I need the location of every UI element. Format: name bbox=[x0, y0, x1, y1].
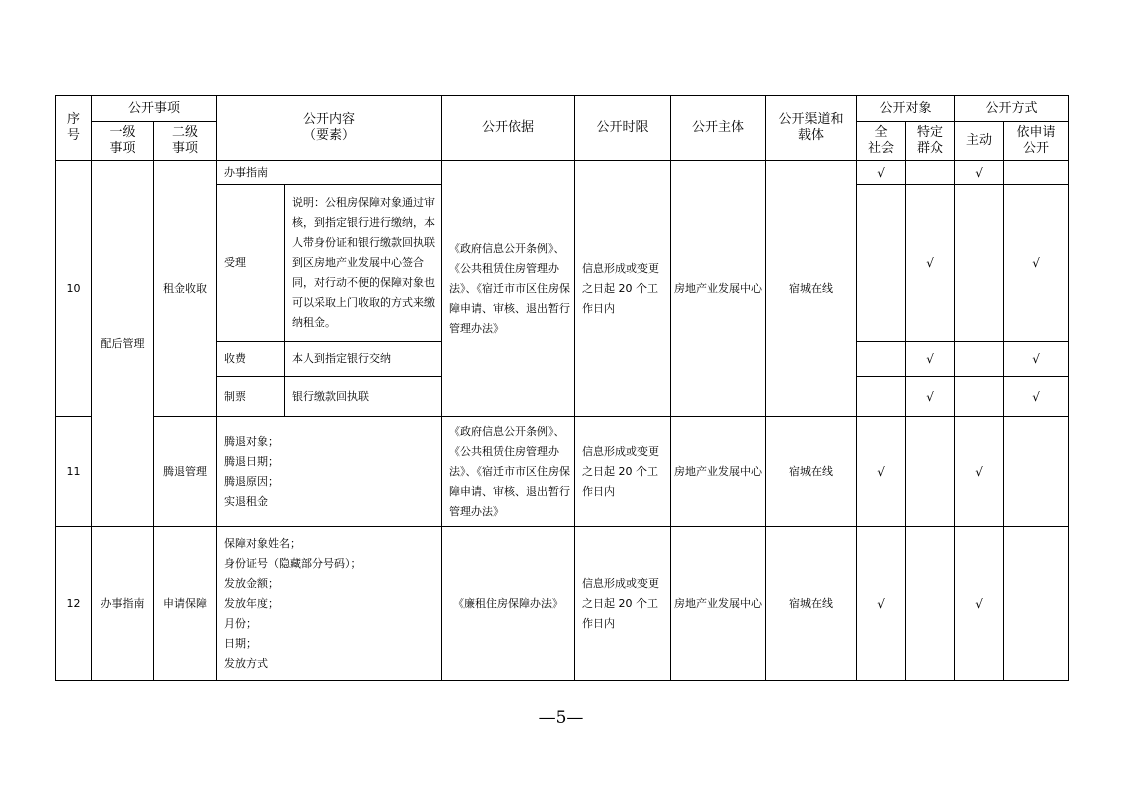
row10-level1: 配后管理 bbox=[92, 161, 154, 527]
row10-accept-method-request: √ bbox=[1004, 185, 1069, 342]
header-subject: 公开主体 bbox=[671, 96, 766, 161]
row12-object-specific bbox=[906, 527, 955, 681]
header-object: 公开对象 bbox=[857, 96, 955, 122]
header-matters: 公开事项 bbox=[92, 96, 217, 122]
row10-level2: 租金收取 bbox=[154, 161, 217, 417]
row11-method-request bbox=[1004, 417, 1069, 527]
header-row-1 bbox=[56, 96, 1069, 122]
page-number: —5— bbox=[538, 708, 584, 728]
header-method: 公开方式 bbox=[955, 96, 1069, 122]
disclosure-table bbox=[55, 95, 1069, 681]
row11-seq: 11 bbox=[56, 417, 92, 527]
row12-subject: 房地产业发展中心 bbox=[671, 527, 766, 681]
header-object-all: 全 社会 bbox=[857, 122, 906, 161]
row10-ticket-method-active bbox=[955, 377, 1004, 417]
row12-method-active: √ bbox=[955, 527, 1004, 681]
row12-channel: 宿城在线 bbox=[766, 527, 857, 681]
row10-ticket-method-request: √ bbox=[1004, 377, 1069, 417]
header-time-limit: 公开时限 bbox=[575, 96, 671, 161]
row10-accept-label: 受理 bbox=[217, 185, 285, 342]
row11-subject: 房地产业发展中心 bbox=[671, 417, 766, 527]
row10-collect-object-all bbox=[857, 342, 906, 377]
row10-channel: 宿城在线 bbox=[766, 161, 857, 417]
row12-level2: 申请保障 bbox=[154, 527, 217, 681]
row10-accept-text: 说明：公租房保障对象通过审核，到指定银行进行缴纳，本人带身份证和银行缴款回执联到区房地产业发展中心签合同，对行动不便的保障对象也可以采取上门收取的方式来缴纳租金。 bbox=[285, 185, 442, 342]
row11-level2: 腾退管理 bbox=[154, 417, 217, 527]
row12-basis: 《廉租住房保障办法》 bbox=[442, 527, 575, 681]
row10-seq: 10 bbox=[56, 161, 92, 417]
row10-subject: 房地产业发展中心 bbox=[671, 161, 766, 417]
row10-guide-object-specific bbox=[906, 161, 955, 185]
row10-basis: 《政府信息公开条例》、《公共租赁住房管理办法》、《宿迁市市区住房保障申请、审核、退出暂行管理办法》 bbox=[442, 161, 575, 417]
header-content: 公开内容 （要素） bbox=[217, 96, 442, 161]
header-object-specific: 特定 群众 bbox=[906, 122, 955, 161]
row10-guide: 办事指南 bbox=[217, 161, 442, 185]
row12-method-request bbox=[1004, 527, 1069, 681]
row10-ticket-object-all bbox=[857, 377, 906, 417]
row10-collect-label: 收费 bbox=[217, 342, 285, 377]
row12-level1: 办事指南 bbox=[92, 527, 154, 681]
header-basis: 公开依据 bbox=[442, 96, 575, 161]
row10-collect-text: 本人到指定银行交纳 bbox=[285, 342, 442, 377]
row11-content: 腾退对象； 腾退日期； 腾退原因； 实退租金 bbox=[217, 417, 442, 527]
row10-guide-object-all: √ bbox=[857, 161, 906, 185]
row12-object-all: √ bbox=[857, 527, 906, 681]
row12-time-limit: 信息形成或变更之日起 20 个工作日内 bbox=[575, 527, 671, 681]
row10-accept-method-active bbox=[955, 185, 1004, 342]
row11-object-specific bbox=[906, 417, 955, 527]
row12-content: 保障对象姓名； 身份证号（隐藏部分号码）； 发放金额； 发放年度； 月份； 日期； 发放方式 bbox=[217, 527, 442, 681]
row11-method-active: √ bbox=[955, 417, 1004, 527]
row10-collect-method-active bbox=[955, 342, 1004, 377]
row10-guide-method-active: √ bbox=[955, 161, 1004, 185]
row10-ticket-label: 制票 bbox=[217, 377, 285, 417]
header-seq: 序 号 bbox=[56, 96, 92, 161]
row10-guide-method-request bbox=[1004, 161, 1069, 185]
row10-collect-object-specific: √ bbox=[906, 342, 955, 377]
table-row bbox=[56, 161, 1069, 185]
header-channel: 公开渠道和 载体 bbox=[766, 96, 857, 161]
row10-accept-object-all bbox=[857, 185, 906, 342]
header-level1: 一级 事项 bbox=[92, 122, 154, 161]
row10-accept-object-specific: √ bbox=[906, 185, 955, 342]
table-row bbox=[56, 527, 1069, 681]
row11-object-all: √ bbox=[857, 417, 906, 527]
row11-basis: 《政府信息公开条例》、《公共租赁住房管理办法》、《宿迁市市区住房保障申请、审核、退出暂行管理办法》 bbox=[442, 417, 575, 527]
row10-collect-method-request: √ bbox=[1004, 342, 1069, 377]
row10-ticket-text: 银行缴款回执联 bbox=[285, 377, 442, 417]
table-row bbox=[56, 417, 1069, 527]
row10-time-limit: 信息形成或变更之日起 20 个工作日内 bbox=[575, 161, 671, 417]
header-method-request: 依申请 公开 bbox=[1004, 122, 1069, 161]
row10-ticket-object-specific: √ bbox=[906, 377, 955, 417]
row11-channel: 宿城在线 bbox=[766, 417, 857, 527]
row11-time-limit: 信息形成或变更之日起 20 个工作日内 bbox=[575, 417, 671, 527]
header-method-active: 主动 bbox=[955, 122, 1004, 161]
header-level2: 二级 事项 bbox=[154, 122, 217, 161]
row12-seq: 12 bbox=[56, 527, 92, 681]
